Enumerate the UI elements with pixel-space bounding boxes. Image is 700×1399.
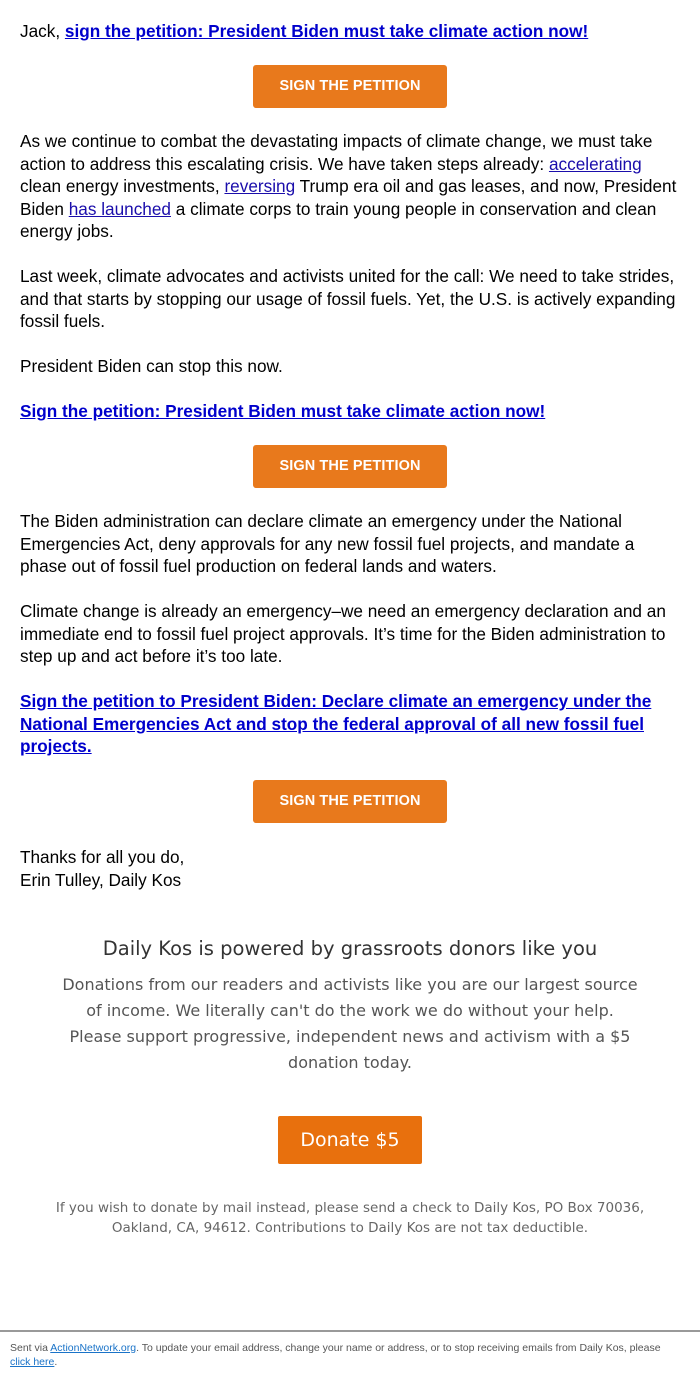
donate-button-wrap: [0, 1116, 700, 1164]
paragraph-admin-can-declare: The Biden administration can declare climate an emergency under the National Emergencies Act, deny approvals for any new fossil fuel projects, and mandate a phase out of fossil fuel production on federal lands and waters.: [20, 511, 635, 576]
signoff-thanks: Thanks for all you do,: [20, 847, 185, 867]
text: clean energy investments,: [20, 176, 225, 196]
intro-line: [20, 20, 680, 43]
mid-petition-link[interactable]: Sign the petition: President Biden must take climate action now!: [20, 401, 546, 421]
paragraph-climate-steps: [20, 130, 680, 243]
unsubscribe-click-here-link[interactable]: click here: [10, 1356, 55, 1368]
signoff: [20, 846, 680, 891]
donate-5-button[interactable]: Donate $5: [278, 1116, 422, 1164]
donate-body-wrap: [0, 972, 700, 1076]
signoff-signature: Erin Tulley, Daily Kos: [20, 869, 182, 890]
reversing-link[interactable]: reversing: [224, 176, 296, 196]
actionnetwork-link[interactable]: ActionNetwork.org: [50, 1342, 137, 1354]
button-row-2: [20, 445, 680, 488]
text: .: [54, 1356, 58, 1368]
donate-body: Donations from our readers and activists like you are our largest source of income. We literally can't do the work we do without your help. Please support progressive, independent news and activism with a $5 donation today.: [62, 975, 638, 1072]
sign-petition-button[interactable]: SIGN THE PETITION: [253, 780, 447, 823]
donate-title: Daily Kos is powered by grassroots donors like you: [102, 937, 598, 960]
donate-section-title-wrap: [0, 937, 700, 960]
intro-petition-link[interactable]: sign the petition: President Biden must take climate action now!: [64, 21, 589, 41]
button-row-3: [20, 780, 680, 823]
text: . To update your email address, change your name or address, or to stop receiving emails from Daily Kos, please: [136, 1342, 661, 1354]
accelerating-link[interactable]: accelerating: [548, 153, 642, 174]
footer: [10, 1341, 680, 1369]
long-link-line: [20, 690, 680, 758]
text: a climate corps to train young people in conservation and clean energy jobs.: [20, 198, 657, 241]
mail-note-wrap: [0, 1198, 700, 1238]
declare-emergency-petition-link[interactable]: Sign the petition to President Biden: Declare climate an emergency under the National Emergencies Act and stop the federal approval of all new fossil fuel projects.: [20, 691, 652, 756]
button-row-1: [20, 65, 680, 108]
paragraph-biden-can-stop: President Biden can stop this now.: [20, 356, 283, 376]
mid-link-line: [20, 400, 680, 423]
has-launched-link[interactable]: has launched: [68, 198, 171, 219]
footer-divider: [0, 1330, 700, 1332]
greeting: Jack,: [20, 21, 65, 41]
sign-petition-button[interactable]: SIGN THE PETITION: [253, 65, 447, 108]
text: As we continue to combat the devastating impacts of climate change, we must take action to address this escalating crisis. We have taken steps already:: [20, 131, 653, 174]
text: Trump era oil and gas leases, and now, President Biden: [20, 176, 677, 219]
sign-petition-button[interactable]: SIGN THE PETITION: [253, 445, 447, 488]
text: Sent via: [10, 1342, 51, 1354]
donate-by-mail-note: If you wish to donate by mail instead, please send a check to Daily Kos, PO Box 70036, Oakland, CA, 94612. Contributions to Daily Kos are not tax deductible.: [55, 1200, 645, 1236]
paragraph-emergency: Climate change is already an emergency–we need an emergency declaration and an immediate end to fossil fuel project approvals. It’s time for the Biden administration to step up and act before it’s too late.: [20, 601, 666, 666]
paragraph-advocates: Last week, climate advocates and activists united for the call: We need to take strides, and that starts by stopping our usage of fossil fuels. Yet, the U.S. is actively expanding fossil fuels.: [20, 266, 676, 331]
